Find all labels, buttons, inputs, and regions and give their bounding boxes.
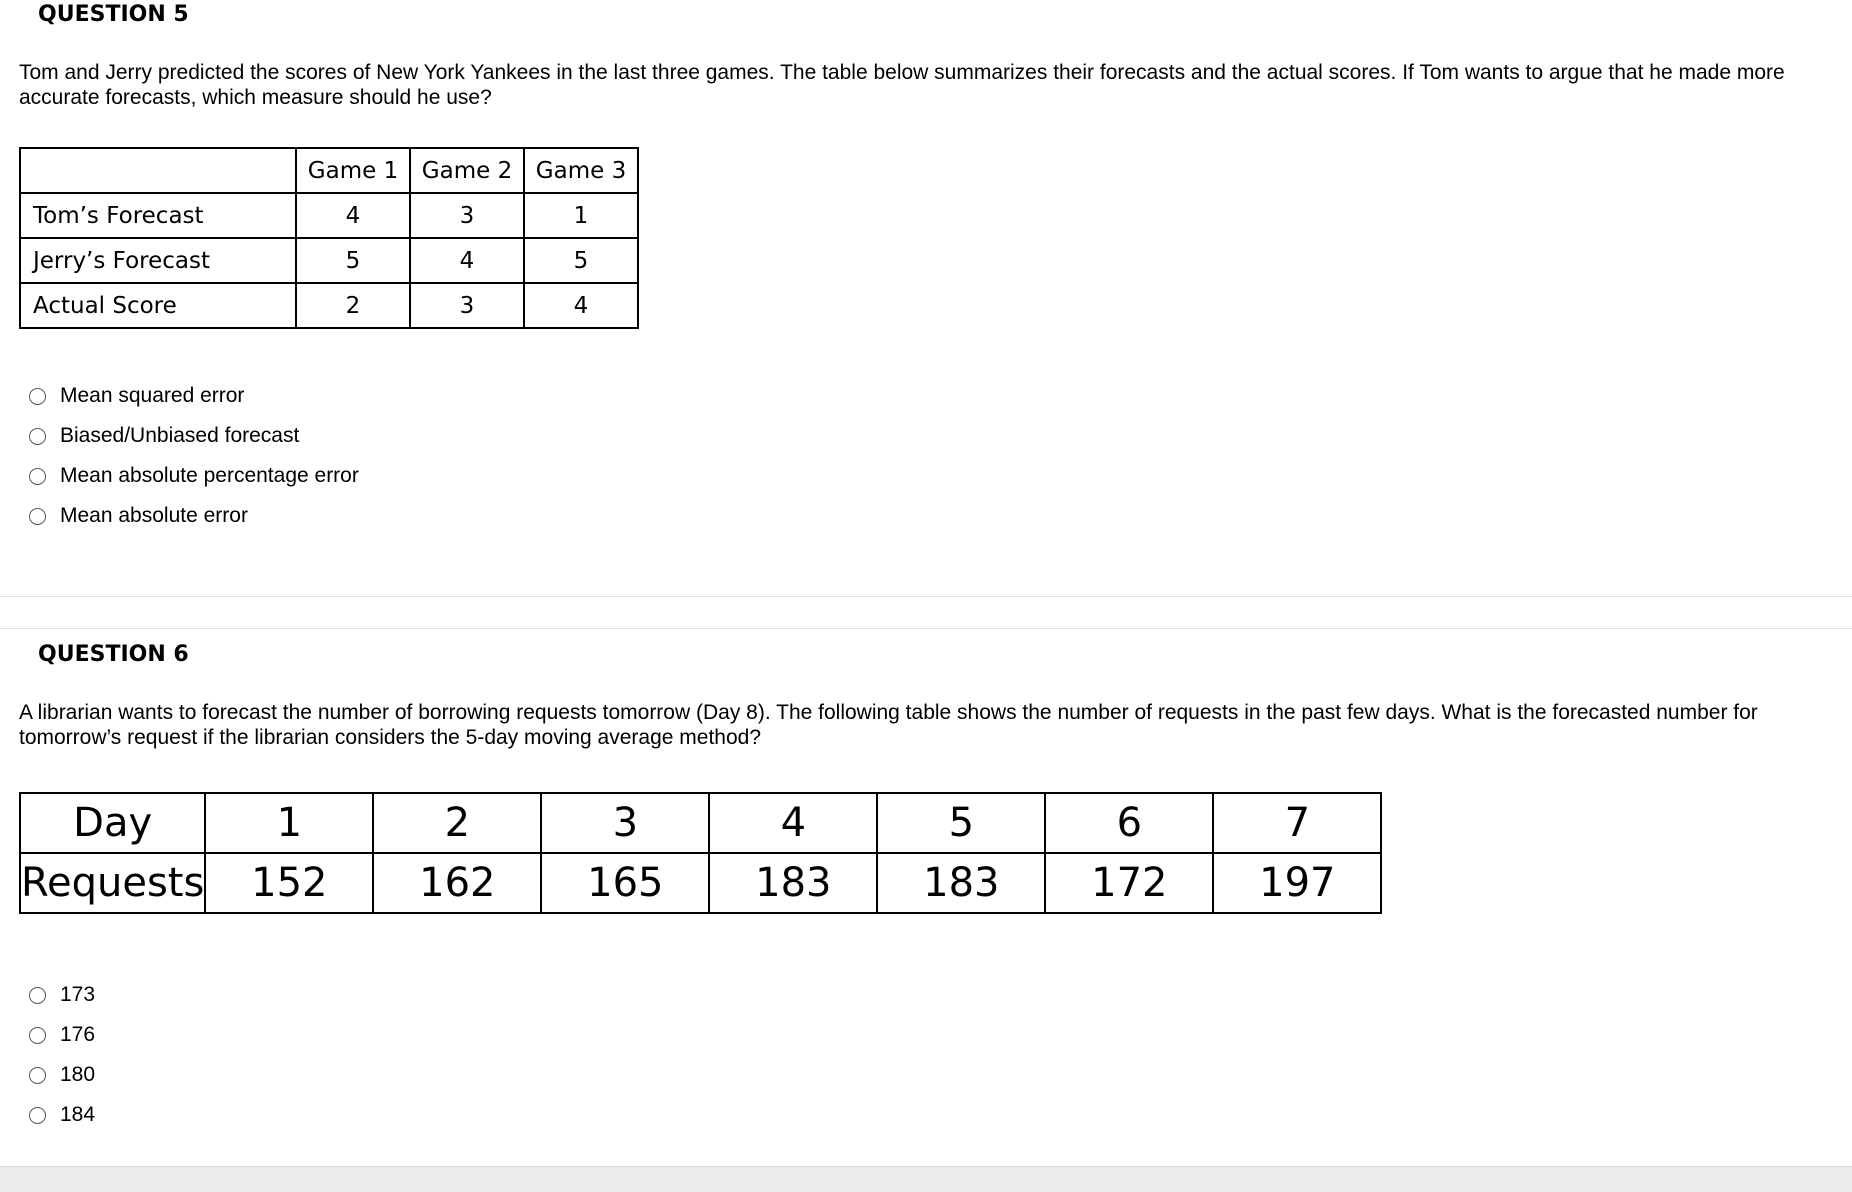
option-label: 173 — [60, 983, 96, 1006]
table-row — [20, 193, 638, 238]
radio-button[interactable] — [29, 1027, 46, 1044]
radio-button[interactable] — [29, 388, 46, 405]
table-cell: 183 — [709, 853, 877, 913]
table-row — [20, 793, 1381, 853]
table-cell: 5 — [296, 238, 410, 283]
bottom-bar — [0, 1166, 1852, 1192]
table-header-cell: Game 3 — [524, 148, 638, 193]
radio-button[interactable] — [29, 987, 46, 1004]
question-6-options — [29, 975, 95, 1135]
question-5-table — [19, 147, 639, 329]
table-cell: 7 — [1213, 793, 1381, 853]
question-6-table — [19, 792, 1382, 914]
table-cell: 152 — [205, 853, 373, 913]
option-label: Mean absolute error — [60, 504, 248, 527]
row-label: Jerry’s Forecast — [20, 238, 296, 283]
row-label: Day — [20, 793, 205, 853]
question-5-title: QUESTION 5 — [38, 2, 189, 27]
section-divider — [0, 596, 1852, 597]
table-cell: 4 — [296, 193, 410, 238]
table-cell: 3 — [541, 793, 709, 853]
option-label: Biased/Unbiased forecast — [60, 424, 300, 447]
table-cell: 4 — [410, 238, 524, 283]
table-cell: 165 — [541, 853, 709, 913]
row-label: Requests — [20, 853, 205, 913]
table-header-row — [20, 148, 638, 193]
answer-option[interactable] — [29, 1015, 95, 1055]
answer-option[interactable] — [29, 1095, 95, 1135]
table-corner-cell — [20, 148, 296, 193]
table-header-cell: Game 1 — [296, 148, 410, 193]
table-cell: 197 — [1213, 853, 1381, 913]
radio-button[interactable] — [29, 1107, 46, 1124]
question-6-title: QUESTION 6 — [38, 642, 189, 667]
table-cell: 2 — [296, 283, 410, 328]
table-cell: 183 — [877, 853, 1045, 913]
row-label: Tom’s Forecast — [20, 193, 296, 238]
table-cell: 1 — [205, 793, 373, 853]
radio-button[interactable] — [29, 508, 46, 525]
answer-option[interactable] — [29, 975, 95, 1015]
option-label: 176 — [60, 1023, 96, 1046]
table-cell: 3 — [410, 283, 524, 328]
table-row — [20, 283, 638, 328]
table-cell: 5 — [877, 793, 1045, 853]
table-cell: 4 — [524, 283, 638, 328]
answer-option[interactable] — [29, 1055, 95, 1095]
row-label: Actual Score — [20, 283, 296, 328]
answer-option[interactable] — [29, 456, 359, 496]
table-row — [20, 238, 638, 283]
table-cell: 1 — [524, 193, 638, 238]
answer-option[interactable] — [29, 416, 359, 456]
table-cell: 162 — [373, 853, 541, 913]
radio-button[interactable] — [29, 428, 46, 445]
table-cell: 6 — [1045, 793, 1213, 853]
option-label: 180 — [60, 1063, 96, 1086]
question-5-text: Tom and Jerry predicted the scores of New York Yankees in the last three games. The table below summarizes their forecasts and the actual scores. If Tom wants to argue that he made more accurate forecasts, which measure should he use? — [19, 61, 1785, 109]
table-row — [20, 853, 1381, 913]
radio-button[interactable] — [29, 468, 46, 485]
table-cell: 2 — [373, 793, 541, 853]
table-header-cell: Game 2 — [410, 148, 524, 193]
question-5-options — [29, 376, 359, 536]
option-label: Mean absolute percentage error — [60, 464, 359, 487]
table-cell: 5 — [524, 238, 638, 283]
table-cell: 4 — [709, 793, 877, 853]
question-6-text: A librarian wants to forecast the number of borrowing requests tomorrow (Day 8). The following table shows the number of requests in the past few days. What is the forecasted number for tomorrow’s request if the librarian considers the 5-day moving average method? — [19, 701, 1758, 749]
radio-button[interactable] — [29, 1067, 46, 1084]
answer-option[interactable] — [29, 496, 359, 536]
table-cell: 3 — [410, 193, 524, 238]
section-divider — [0, 628, 1852, 629]
answer-option[interactable] — [29, 376, 359, 416]
option-label: Mean squared error — [60, 384, 245, 407]
table-cell: 172 — [1045, 853, 1213, 913]
option-label: 184 — [60, 1103, 96, 1126]
